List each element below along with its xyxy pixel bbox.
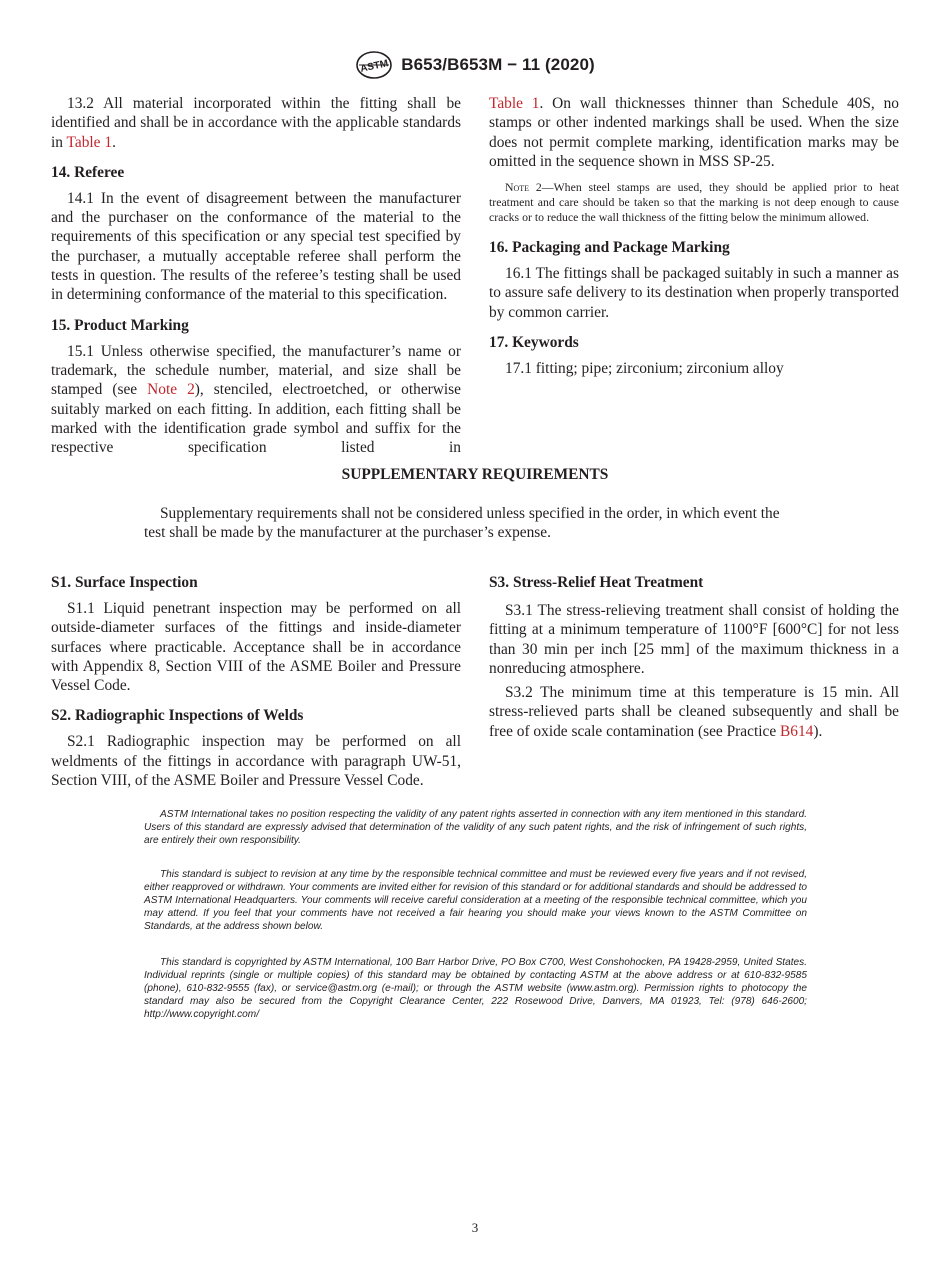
- b614-link[interactable]: B614: [780, 722, 814, 740]
- s1-heading: S1. Surface Inspection: [51, 574, 198, 591]
- table-1-link[interactable]: Table 1: [66, 133, 113, 151]
- footer-revision-notice: This standard is subject to revision at any time by the responsible technical committee and must be reviewed every five years and if not revised, either reapproved or withdrawn. Your comments are invited either for revision of this standard or for additional standards and should be addressed to ASTM International Headquarters. Your comments will receive careful consideration at a meeting of the responsible technical committee, which you may attend. If you feel that your comments have not received a fair hearing you should make your views known to the ASTM Committee on Standards, at the address shown below.: [144, 869, 808, 933]
- logo-text: ASTM: [359, 58, 390, 75]
- section-14-1: 14.1 In the event of disagreement between the manufacturer and the purchaser on the conformance of the material to the requirements of this specification or any special test specified by the purchaser, a mutually acceptable referee shall perform the tests in question. The results of the referee’s testing shall be used in determining conformance of the material to this specification.: [51, 189, 461, 304]
- section-14-heading: 14. Referee: [51, 163, 125, 181]
- page-number: 3: [471, 1220, 479, 1235]
- s2-heading: S2. Radiographic Inspections of Welds: [51, 707, 304, 725]
- section-17-1: 17.1 fitting; pipe; zirconium; zirconium alloy: [505, 360, 784, 378]
- table-1-link-2[interactable]: Table 1: [489, 95, 540, 112]
- supplementary-intro-line-1: Supplementary requirements shall not be considered unless specified in the order, in which event the: [160, 505, 780, 522]
- s3-2: S3.2 The minimum time at this temperature is 15 min. All stress-relieved parts shall be cleaned subsequently and shall be free of oxide scale contamination (see Practice B614).: [489, 684, 899, 740]
- s2-1: S2.1 Radiographic inspection may be performed on all weldments of the fittings in accordance with paragraph UW-51, Section VIII, of the ASME Boiler and Pressure Vessel Code.: [51, 733, 461, 790]
- supplementary-title: SUPPLEMENTARY REQUIREMENTS: [341, 466, 609, 483]
- section-15-heading: 15. Product Marking: [51, 316, 189, 334]
- s3-heading: S3. Stress-Relief Heat Treatment: [489, 574, 704, 591]
- section-16-heading: 16. Packaging and Package Marking: [489, 239, 730, 257]
- left-column: [51, 94, 461, 457]
- supplementary-right-column: [489, 573, 899, 741]
- supplementary-intro-line-2: test shall be made by the manufacturer at the purchaser’s expense.: [144, 524, 551, 542]
- section-13-2: 13.2 All material incorporated within the fitting shall be identified and shall be in accordance with the applicable standards in Table 1.: [51, 95, 461, 151]
- supplementary-intro: [144, 504, 807, 543]
- section-16-1: 16.1 The fittings shall be packaged suitably in such a manner as to assure safe delivery to its destination when properly transported by common carrier.: [489, 265, 899, 321]
- section-15-1-part2: Table 1. On wall thicknesses thinner than Schedule 40S, no stamps or other indented markings shall be used. When the size does not permit complete marking, identification marks may be omitted in the sequence shown in MSS SP-25.: [489, 95, 899, 170]
- supplementary-left-column: [51, 573, 461, 790]
- section-17-heading: 17. Keywords: [489, 334, 579, 352]
- document-designation: B653/B653M − 11 (2020): [401, 55, 595, 74]
- astm-logo-icon: [355, 50, 393, 80]
- footer-copyright-notice: This standard is copyrighted by ASTM International, 100 Barr Harbor Drive, PO Box C700, West Conshohocken, PA 19428-2959, United States. Individual reprints (single or multiple copies) of this standard may be obtained by contacting ASTM at the above address or at 610-832-9585 (phone), 610-832-9555 (fax), or service@astm.org (e-mail); or through the ASTM website (www.astm.org). Permission rights to photocopy the standard may also be secured from the Copyright Clearance Center, 222 Rosewood Drive, Danvers, MA 01923, Tel: (978) 646-2600; http://www.copyright.com/: [144, 957, 807, 1021]
- s1-1: S1.1 Liquid penetrant inspection may be performed on all outside-diameter surfaces of the fittings and inside-diameter surfaces where practicable. Acceptance shall be in accordance with Appendix 8, Section VIII of the ASME Boiler and Pressure Vessel Code.: [51, 600, 461, 695]
- section-15-1-part1: 15.1 Unless otherwise specified, the manufacturer’s name or trademark, the schedule number, material, and size shall be stamped (see Note 2), stenciled, electroetched, or otherwise suitably marked on each fitting. In addition, each fitting shall be marked with the identification grade symbol and suffix for the respective specification listed in: [51, 342, 461, 457]
- s3-1: S3.1 The stress-relieving treatment shall consist of holding the fitting at a minimum temperature of 1100°F [600°C] for not less than 30 min per inch [25 mm] of the maximum thickness in a nonreducing atmosphere.: [489, 602, 899, 677]
- right-column: [489, 94, 899, 378]
- section-15-1-text-b: ), stenciled, electroetched, or otherwise suitably marked on each fitting. In addition, each fitting shall be marked with the identification grade symbol and suffix for the respective specification listed in: [51, 381, 461, 457]
- note-2: Note 2—When steel stamps are used, they should be applied prior to heat treatment and care should be taken so that the marking is not deep enough to cause cracks or to reduce the wall thickness of the fitting below the minimum allowed.: [489, 180, 899, 225]
- footer-patent-notice: ASTM International takes no position respecting the validity of any patent rights asserted in connection with any item mentioned in this standard. Users of this standard are expressly advised that determination of the validity of any such patent rights, and the risk of infringement of such rights, are entirely their own responsibility.: [144, 809, 807, 847]
- page-header: [0, 50, 950, 80]
- note-2-link[interactable]: Note 2: [147, 381, 195, 399]
- note-2-label: Note 2: [505, 180, 542, 195]
